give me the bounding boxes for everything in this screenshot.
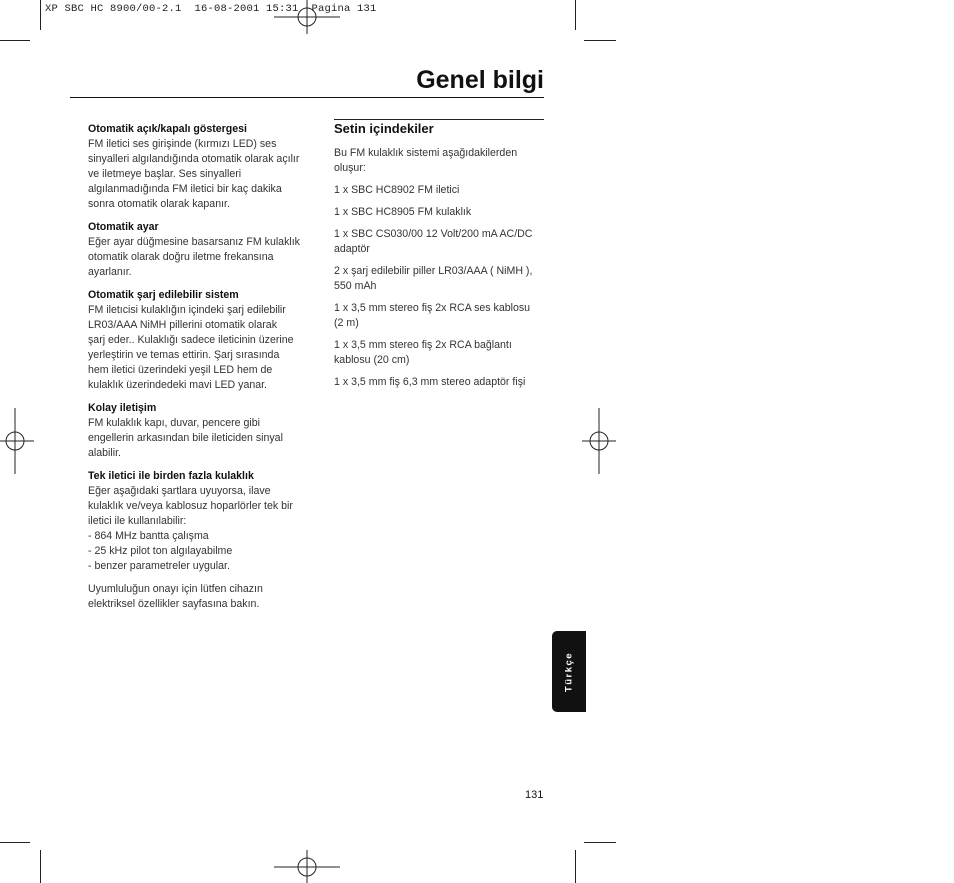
text-line: FM iletici ses girişinde (kırmızı LED) ses [88, 138, 277, 150]
section-auto-charge [88, 288, 300, 393]
text-line: alabilir. [88, 447, 121, 459]
crop-mark [40, 0, 41, 30]
contents-item [334, 146, 546, 176]
contents-item [334, 338, 546, 368]
section-heading: Kolay iletişim [88, 402, 157, 414]
section-multiple-headphones [88, 469, 300, 574]
section-easy-communication [88, 401, 300, 461]
text-line: algılanmadığında FM iletici bir kaç dakika [88, 183, 282, 195]
text-line: oluşur: [334, 162, 366, 174]
text-line: 1 x 3,5 mm stereo fiş 2x RCA ses kablosu [334, 302, 531, 314]
text-line: 2 x şarj edilebilir piller LR03/AAA ( NiMH ), [334, 265, 533, 277]
text-line: - 864 MHz bantta çalışma [88, 530, 209, 542]
text-line: FM kulaklık kapı, duvar, pencere gibi [88, 417, 260, 429]
text-line: sonra otomatik olarak kapanır. [88, 198, 230, 210]
contents-heading: Setin içindekiler [334, 121, 434, 136]
contents-item [334, 205, 546, 220]
text-line: Eğer aşağıdaki şartlara uyuyorsa, ilave [88, 485, 271, 497]
text-line: LR03/AAA NiMH pillerini otomatik olarak [88, 319, 277, 331]
title-rule [70, 97, 544, 98]
text-line: - benzer parametreler uygular. [88, 560, 230, 572]
text-line: iletici ile kullanılabilir: [88, 515, 187, 527]
contents-item [334, 183, 546, 198]
section-heading: Otomatik ayar [88, 221, 159, 233]
page-title: Genel bilgi [416, 66, 544, 94]
crop-mark [575, 0, 576, 30]
text-line: Bu FM kulaklık sistemi aşağıdakilerden [334, 147, 518, 159]
text-line: (2 m) [334, 317, 359, 329]
compatibility-note [88, 582, 300, 612]
text-line: FM iletıcisi kulaklığın içindeki şarj edilebilir [88, 304, 286, 316]
crop-mark [575, 850, 576, 883]
registration-mark-top [274, 0, 340, 34]
contents-item [334, 227, 546, 257]
section-auto-on-off [88, 122, 300, 212]
text-line: hem iletici üzerindeki yeşil LED hem de [88, 364, 273, 376]
left-column [88, 122, 300, 612]
contents-item [334, 375, 546, 390]
text-line: ve iletmeye başlar. Ses sinyalleri [88, 168, 242, 180]
contents-item [334, 301, 546, 331]
text-line: kulaklık üzerindedeki mavi LED yanar. [88, 379, 268, 391]
text-line: 1 x 3,5 mm fiş 6,3 mm stereo adaptör fişi [334, 376, 526, 388]
text-line: şarj eder.. Kulaklığı sadece ileticinin üzerine [88, 334, 294, 346]
crop-mark [584, 40, 616, 41]
section-heading: Otomatik açık/kapalı göstergesi [88, 123, 247, 135]
text-line: 1 x SBC HC8905 FM kulaklık [334, 206, 472, 218]
language-tab-label: Türkçe [563, 651, 575, 692]
text-line: 550 mAh [334, 280, 377, 292]
text-line: Uyumluluğun onayı için lütfen cihazın [88, 583, 263, 595]
text-line: elektriksel özellikler sayfasına bakın. [88, 598, 260, 610]
text-line: kablosu (20 cm) [334, 354, 410, 366]
text-line: adaptör [334, 243, 370, 255]
text-line: ayarlanır. [88, 266, 132, 278]
registration-mark-bottom [274, 850, 340, 883]
right-column [334, 120, 546, 397]
crop-mark [0, 842, 30, 843]
section-heading: Otomatik şarj edilebilir sistem [88, 289, 239, 301]
text-line: kulaklık ve/veya kablosuz hoparlörler tek bir [88, 500, 293, 512]
page-number: 131 [525, 789, 544, 801]
crop-mark [40, 850, 41, 883]
crop-mark [584, 842, 616, 843]
crop-mark [0, 40, 30, 41]
text-line: yerleştirin ve temas ettirin. Şarj sırasında [88, 349, 280, 361]
contents-item [334, 264, 546, 294]
text-line: Eğer ayar düğmesine basarsanız FM kulaklık [88, 236, 300, 248]
text-line: 1 x SBC HC8902 FM iletici [334, 184, 460, 196]
text-line: 1 x 3,5 mm stereo fiş 2x RCA bağlantı [334, 339, 512, 351]
language-tab [552, 631, 586, 712]
text-line: engellerin arkasından bile ileticiden sinyal [88, 432, 283, 444]
text-line: sinyalleri algılandığında otomatik olarak açılır [88, 153, 300, 165]
section-auto-tune [88, 220, 300, 280]
section-heading: Tek iletici ile birden fazla kulaklık [88, 470, 254, 482]
print-slug: XP SBC HC 8900/00-2.1 16-08-2001 15:31 Pagina 131 [45, 3, 377, 15]
text-line: 1 x SBC CS030/00 12 Volt/200 mA AC/DC [334, 228, 533, 240]
registration-mark-right [582, 408, 616, 474]
text-line: - 25 kHz pilot ton algılayabilme [88, 545, 233, 557]
text-line: otomatik olarak doğru iletme frekansına [88, 251, 274, 263]
registration-mark-left [0, 408, 34, 474]
